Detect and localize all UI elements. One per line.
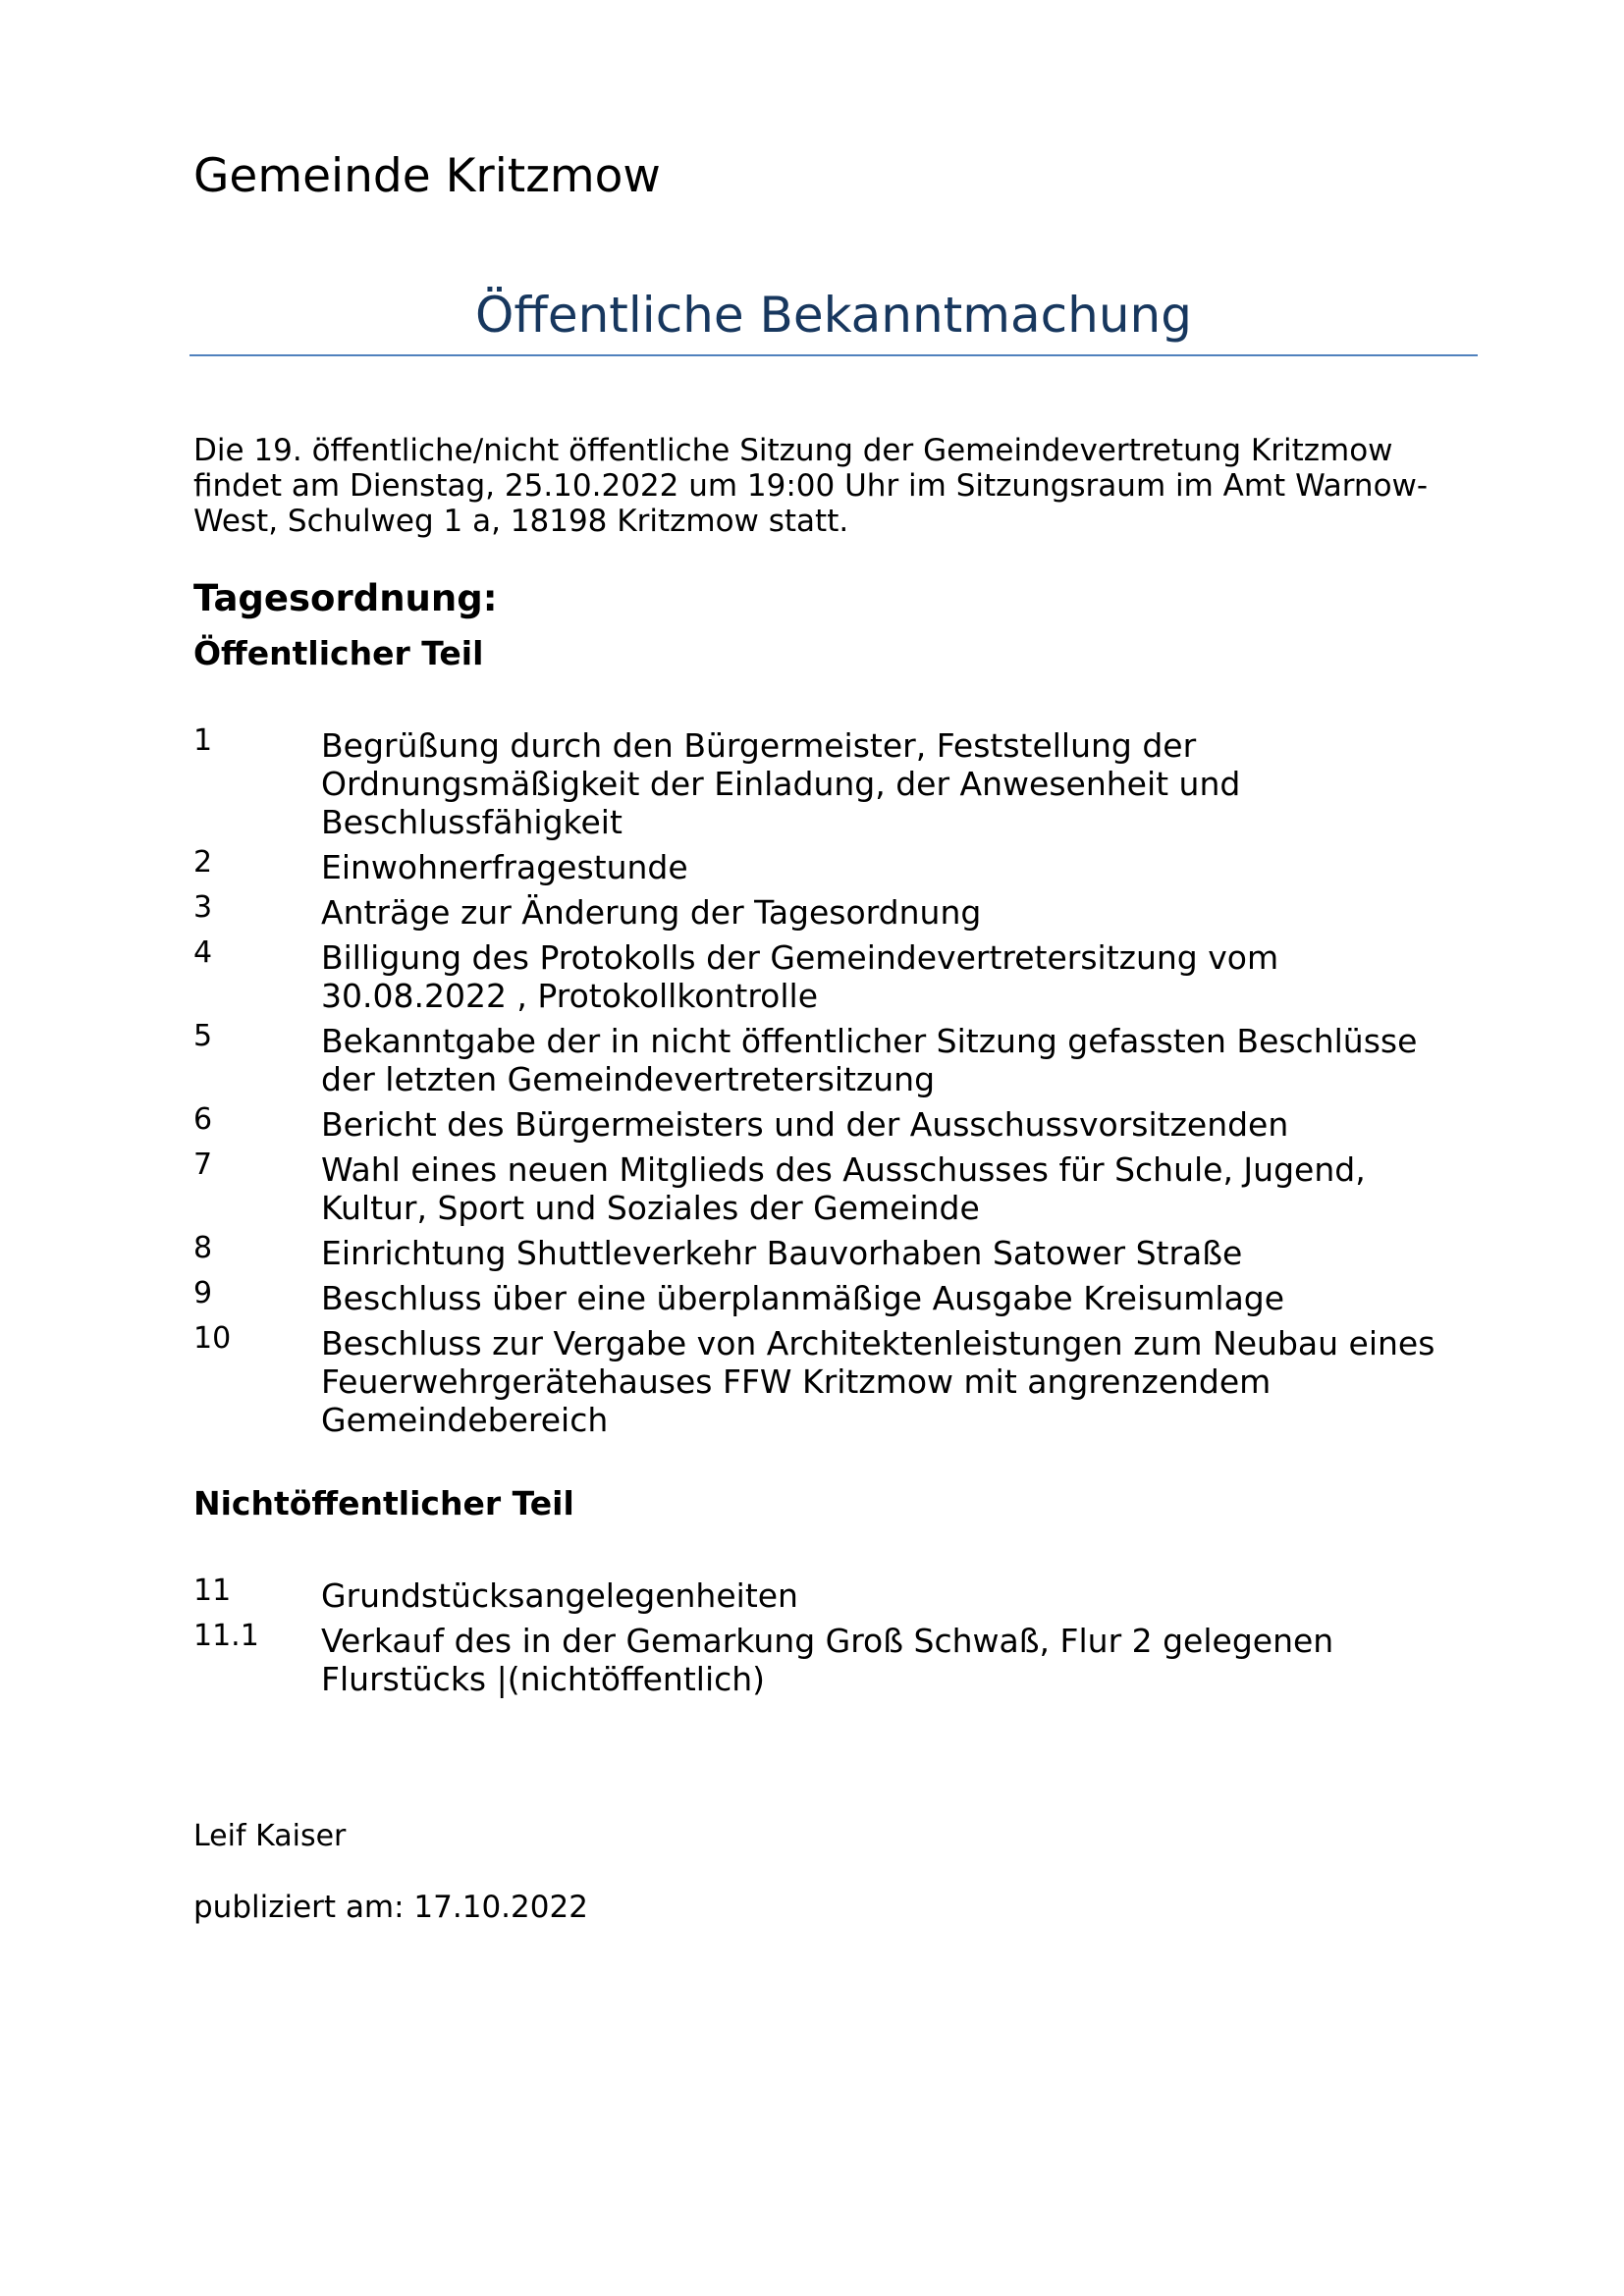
agenda-item-line: Kultur, Sport und Soziales der Gemeinde bbox=[321, 1189, 980, 1227]
public-section-heading: Öffentlicher Teil bbox=[193, 634, 484, 672]
agenda-item-number: 5 bbox=[193, 1019, 213, 1053]
agenda-item-number: 3 bbox=[193, 890, 213, 925]
agenda-item-line: Billigung des Protokolls der Gemeindevertretersitzung vom bbox=[321, 938, 1279, 977]
agenda-item-line: Ordnungsmäßigkeit der Einladung, der Anwesenheit und bbox=[321, 765, 1241, 803]
agenda-item-text bbox=[321, 938, 1480, 1015]
agenda-item-text bbox=[321, 1105, 1480, 1144]
intro-line: West, Schulweg 1 a, 18198 Kritzmow statt. bbox=[193, 504, 849, 539]
agenda-item-line: Wahl eines neuen Mitglieds des Ausschusses für Schule, Jugend, bbox=[321, 1150, 1366, 1189]
agenda-item-line: Bekanntgabe der in nicht öffentlicher Sitzung gefassten Beschlüsse bbox=[321, 1022, 1418, 1060]
intro-line: Die 19. öffentliche/nicht öffentliche Sitzung der Gemeindevertretung Kritzmow bbox=[193, 433, 1393, 468]
agenda-item-text bbox=[321, 1324, 1480, 1439]
agenda-item-text bbox=[321, 848, 1480, 886]
intro-line: findet am Dienstag, 25.10.2022 um 19:00 Uhr im Sitzungsraum im Amt Warnow- bbox=[193, 468, 1429, 504]
document-title-text: Öffentliche Bekanntmachung bbox=[475, 287, 1192, 344]
agenda-item-line: Bericht des Bürgermeisters und der Ausschussvorsitzenden bbox=[321, 1105, 1289, 1144]
agenda-item bbox=[193, 1102, 1480, 1144]
agenda-item-line: der letzten Gemeindevertretersitzung bbox=[321, 1060, 936, 1098]
agenda-item-line: Begrüßung durch den Bürgermeister, Feststellung der bbox=[321, 726, 1197, 765]
document-title bbox=[189, 286, 1478, 345]
agenda-item-text bbox=[321, 726, 1480, 841]
agenda-item-line: Einrichtung Shuttleverkehr Bauvorhaben Satower Straße bbox=[321, 1234, 1243, 1272]
private-section-heading: Nichtöffentlicher Teil bbox=[193, 1484, 574, 1522]
agenda-item-line: 30.08.2022 , Protokollkontrolle bbox=[321, 977, 819, 1015]
agenda-item-number: 4 bbox=[193, 935, 213, 970]
agenda-item-line: Einwohnerfragestunde bbox=[321, 848, 688, 886]
agenda-item-line: Beschluss zur Vergabe von Architektenleistungen zum Neubau eines bbox=[321, 1324, 1435, 1362]
agenda-item bbox=[193, 1231, 1480, 1272]
agenda-item-line: Gemeindebereich bbox=[321, 1401, 609, 1439]
agenda-item-text bbox=[321, 1622, 1480, 1698]
agenda-item bbox=[193, 1576, 1480, 1615]
agenda-item-text bbox=[321, 1150, 1480, 1227]
agenda-heading: Tagesordnung: bbox=[193, 577, 498, 619]
municipality-name: Gemeinde Kritzmow bbox=[193, 149, 661, 203]
agenda-item-number: 8 bbox=[193, 1231, 213, 1265]
agenda-item-number: 11 bbox=[193, 1574, 232, 1608]
agenda-item-text bbox=[321, 1022, 1480, 1098]
agenda-item-text bbox=[321, 893, 1480, 932]
agenda-item-number: 1 bbox=[193, 723, 213, 758]
agenda-item bbox=[193, 1321, 1480, 1439]
agenda-item bbox=[193, 845, 1480, 886]
agenda-item bbox=[193, 1150, 1480, 1227]
agenda-item-line: Beschluss über eine überplanmäßige Ausgabe Kreisumlage bbox=[321, 1279, 1285, 1317]
agenda-item-line: Feuerwehrgerätehauses FFW Kritzmow mit angrenzendem bbox=[321, 1362, 1272, 1401]
intro-paragraph bbox=[193, 433, 1470, 539]
agenda-item-text bbox=[321, 1234, 1480, 1272]
agenda-item-text bbox=[321, 1279, 1480, 1317]
agenda-item-number: 10 bbox=[193, 1321, 232, 1356]
public-agenda-list bbox=[193, 723, 1480, 1446]
agenda-item-number: 6 bbox=[193, 1102, 213, 1137]
agenda-item-line: Anträge zur Änderung der Tagesordnung bbox=[321, 893, 982, 932]
private-agenda-list bbox=[193, 1576, 1480, 1705]
agenda-item bbox=[193, 935, 1480, 1015]
publication-date: publiziert am: 17.10.2022 bbox=[193, 1890, 588, 1925]
agenda-item-line: Verkauf des in der Gemarkung Groß Schwaß, Flur 2 gelegenen bbox=[321, 1622, 1334, 1660]
agenda-item-number: 9 bbox=[193, 1276, 213, 1310]
title-divider bbox=[189, 354, 1478, 356]
agenda-item-number: 11.1 bbox=[193, 1619, 259, 1653]
agenda-item-line: Grundstücksangelegenheiten bbox=[321, 1576, 798, 1615]
agenda-item bbox=[193, 1019, 1480, 1098]
agenda-item bbox=[193, 890, 1480, 932]
agenda-item-line: Flurstücks |(nichtöffentlich) bbox=[321, 1660, 766, 1698]
agenda-item-text bbox=[321, 1576, 1480, 1615]
agenda-item bbox=[193, 1619, 1480, 1698]
agenda-item-number: 2 bbox=[193, 845, 213, 880]
agenda-item-line: Beschlussfähigkeit bbox=[321, 803, 623, 841]
agenda-item bbox=[193, 723, 1480, 841]
agenda-item bbox=[193, 1276, 1480, 1317]
signature-name: Leif Kaiser bbox=[193, 1819, 347, 1853]
agenda-item-number: 7 bbox=[193, 1148, 213, 1182]
